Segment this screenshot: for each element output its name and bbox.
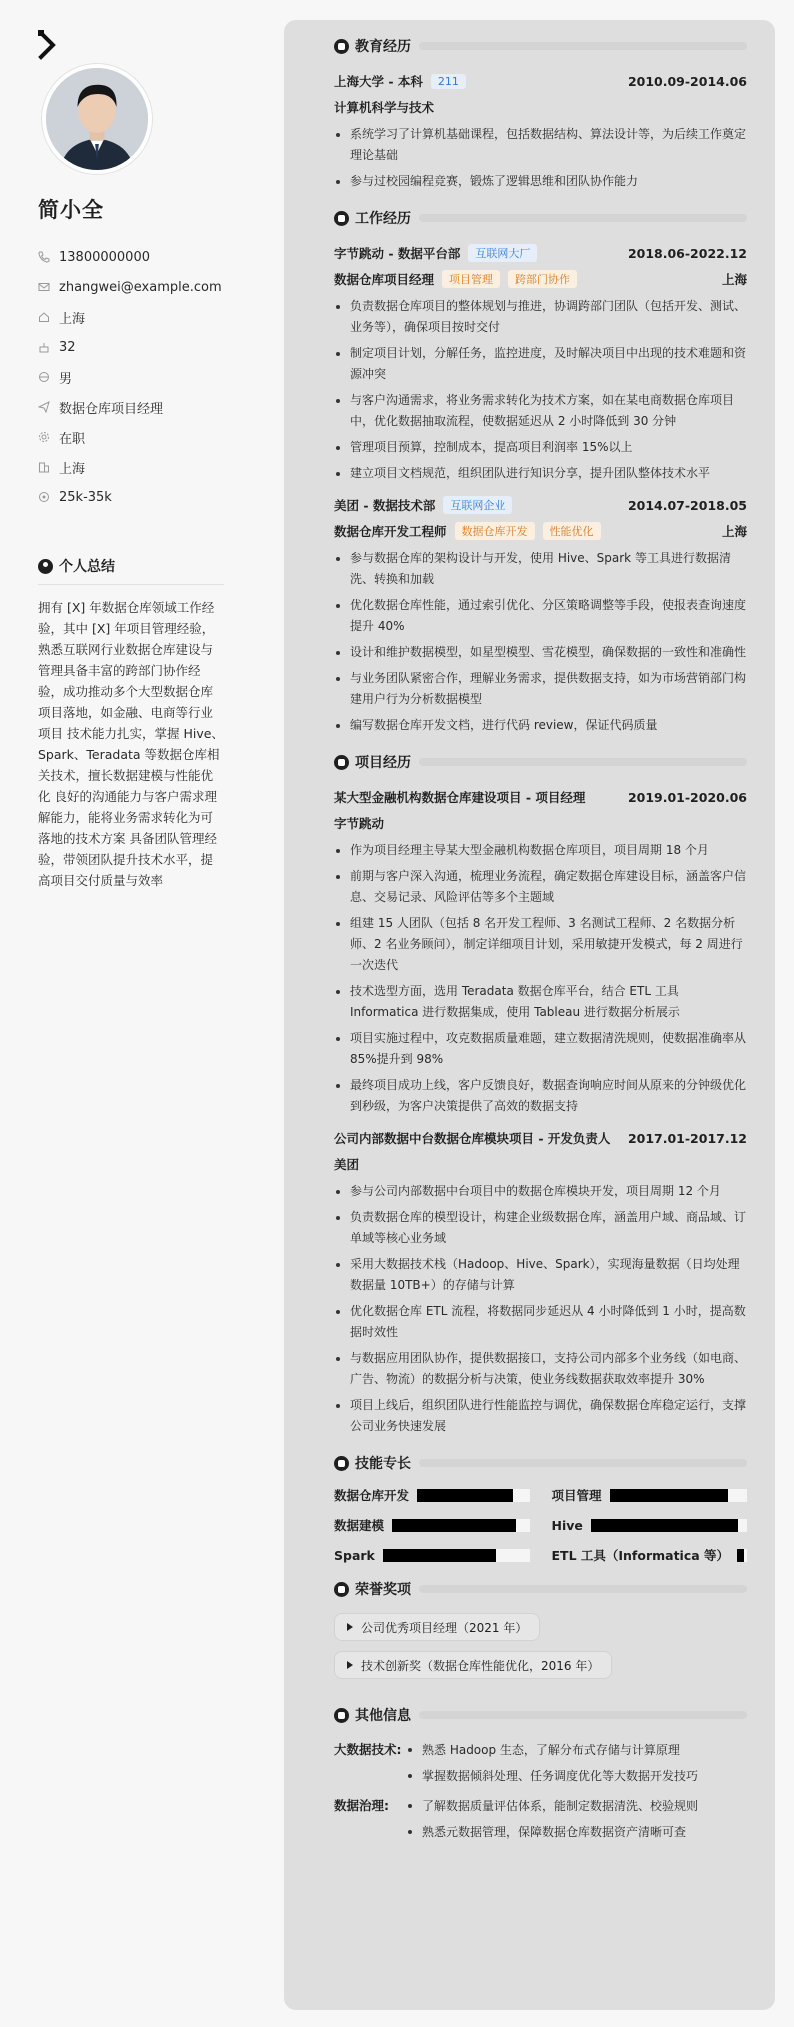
list-item: 作为项目经理主导某大型金融机构数据仓库项目，项目周期 18 个月 — [334, 840, 747, 861]
list-item: 优化数据仓库性能，通过索引优化、分区策略调整等手段，使报表查询速度提升 40% — [334, 595, 747, 637]
project-date: 2019.01-2020.06 — [627, 789, 747, 805]
education-date: 2010.09-2014.06 — [627, 73, 747, 89]
job-city: 上海 — [721, 272, 747, 287]
list-item: 负责数据仓库的模型设计，构建企业级数据仓库，涵盖用户域、商品域、订单域等核心业务域 — [334, 1207, 747, 1249]
skill-item — [334, 1517, 530, 1533]
award-list — [334, 1613, 747, 1689]
other-group-label: 数据治理: — [334, 1798, 389, 1813]
list-item: 了解数据质量评估体系，能制定数据清洗、校验规则 — [406, 1795, 698, 1817]
project-top — [334, 786, 747, 808]
skill-label: 数据仓库开发 — [334, 1488, 410, 1503]
list-item: 最终项目成功上线，客户反馈良好，数据查询响应时间从原来的分钟级优化到秒级，为客户决策提供了高效的数据支持 — [334, 1075, 747, 1117]
list-item: 管理项目预算，控制成本，提高项目利润率 15%以上 — [334, 437, 747, 458]
list-item: 建立项目文档规范，组织团队进行知识分享，提升团队整体技术水平 — [334, 463, 747, 484]
awards-header — [334, 1579, 747, 1599]
skill-item — [334, 1547, 530, 1563]
skill-bar — [610, 1489, 747, 1502]
skill-label: 数据建模 — [334, 1518, 385, 1533]
other-group-label: 大数据技术: — [334, 1742, 402, 1757]
job-company: 字节跳动 - 数据平台部 — [334, 246, 461, 261]
award-item[interactable] — [334, 1613, 540, 1641]
list-item: 组建 15 人团队（包括 8 名开发工程师、3 名测试工程师、2 名数据分析师、2 名业务顾问），制定详细项目计划，采用敏捷开发模式，每 2 周进行一次迭代 — [334, 913, 747, 976]
info-status — [38, 422, 242, 452]
skills-grid — [334, 1487, 747, 1563]
school-name: 上海大学 - 本科 — [334, 74, 423, 89]
skill-label: Hive — [551, 1517, 583, 1533]
projects-section — [334, 752, 747, 1437]
skill-bar — [417, 1489, 529, 1502]
award-row — [334, 1613, 747, 1651]
projects-title: 项目经历 — [355, 755, 411, 771]
project-company-row — [334, 1151, 747, 1177]
list-item: 采用大数据技术栈（Hadoop、Hive、Spark），实现海量数据（日均处理数据量 10TB+）的存储与计算 — [334, 1254, 747, 1296]
phone-text: 13800000000 — [59, 249, 150, 265]
work-section — [334, 208, 747, 736]
other-group — [334, 1795, 747, 1847]
header-divider — [419, 758, 747, 766]
building-icon — [38, 461, 50, 473]
job-role: 数据仓库开发工程师 — [334, 524, 447, 539]
skill-item — [552, 1487, 748, 1503]
play-triangle-icon — [347, 1661, 353, 1669]
project-entry — [334, 786, 747, 1117]
list-item: 项目实施过程中，攻克数据质量难题，建立数据清洗规则，使数据准确率从 85%提升到 98% — [334, 1028, 747, 1070]
work-title: 工作经历 — [355, 211, 411, 227]
info-salary — [38, 482, 242, 512]
skill-bar-fill — [610, 1489, 728, 1502]
job-role-wrap — [334, 270, 577, 288]
skill-label: 项目管理 — [551, 1488, 602, 1503]
skill-label: ETL 工具（Informatica 等） — [551, 1548, 730, 1563]
mail-icon — [38, 281, 50, 293]
job-role-row — [334, 266, 747, 292]
email-text: zhangwei@example.com — [59, 279, 222, 295]
other-title: 其他信息 — [355, 1708, 411, 1724]
skill-bar — [737, 1549, 747, 1562]
skills-header — [334, 1453, 747, 1473]
salary-text: 25k-35k — [59, 489, 112, 505]
location-text: 上海 — [59, 311, 86, 327]
skill-item — [552, 1517, 748, 1533]
project-company: 字节跳动 — [334, 816, 385, 831]
education-major: 计算机科学与技术 — [334, 100, 435, 115]
info-location — [38, 302, 242, 332]
list-item: 系统学习了计算机基础课程，包括数据结构、算法设计等，为后续工作奠定理论基础 — [334, 124, 747, 166]
header-divider — [419, 214, 747, 222]
sidebar — [0, 0, 280, 2027]
send-icon — [38, 401, 50, 413]
header-divider — [419, 1459, 747, 1467]
skill-bar — [392, 1519, 529, 1532]
summary-header — [38, 556, 224, 585]
project-company: 美团 — [334, 1157, 360, 1172]
role-tag: 跨部门协作 — [508, 270, 577, 288]
skill-bar — [383, 1549, 530, 1562]
other-group-list — [406, 1795, 698, 1847]
logo-chevron-icon — [38, 30, 60, 60]
info-city — [38, 452, 242, 482]
awards-title: 荣誉奖项 — [355, 1582, 411, 1598]
play-triangle-icon — [347, 1623, 353, 1631]
award-item[interactable] — [334, 1651, 612, 1679]
list-item: 编写数据仓库开发文档，进行代码 review，保证代码质量 — [334, 715, 747, 736]
role-tag: 项目管理 — [442, 270, 500, 288]
summary-title: 个人总结 — [59, 559, 115, 575]
job-entry — [334, 242, 747, 484]
role-tag: 数据仓库开发 — [455, 522, 535, 540]
list-item: 参与公司内部数据中台项目中的数据仓库模块开发，项目周期 12 个月 — [334, 1181, 747, 1202]
gender-icon — [38, 371, 50, 383]
info-position — [38, 392, 242, 422]
project-entry — [334, 1127, 747, 1437]
phone-icon — [38, 251, 50, 263]
projects-header — [334, 752, 747, 772]
briefcase-icon — [334, 211, 349, 226]
coin-icon — [38, 491, 50, 503]
award-label: 公司优秀项目经理（2021 年） — [361, 1620, 528, 1635]
medal-icon — [334, 1582, 349, 1597]
list-item: 设计和维护数据模型，如星型模型、雪花模型，确保数据的一致性和准确性 — [334, 642, 747, 663]
list-item: 优化数据仓库 ETL 流程，将数据同步延迟从 4 小时降低到 1 小时，提高数据时效性 — [334, 1301, 747, 1343]
job-role: 数据仓库项目经理 — [334, 272, 435, 287]
avatar — [42, 64, 152, 174]
education-major-row — [334, 94, 747, 120]
work-header — [334, 208, 747, 228]
education-entry — [334, 70, 747, 192]
job-bullets — [334, 296, 747, 484]
gender-text: 男 — [59, 371, 73, 387]
job-company-tag: 互联网企业 — [443, 496, 512, 514]
list-item: 与客户沟通需求，将业务需求转化为技术方案，如在某电商数据仓库项目中，优化数据抽取流程，使数据延迟从 2 小时降低到 30 分钟 — [334, 390, 747, 432]
project-name: 公司内部数据中台数据仓库模块项目 - 开发负责人 — [334, 1131, 611, 1146]
award-row — [334, 1651, 747, 1689]
user-icon — [38, 559, 53, 574]
job-top — [334, 242, 747, 264]
project-company-row — [334, 810, 747, 836]
gear-icon — [38, 431, 50, 443]
job-company-wrap — [334, 244, 537, 262]
other-section — [334, 1705, 747, 1847]
job-city: 上海 — [721, 524, 747, 539]
education-header — [334, 36, 747, 56]
list-item: 技术选型方面，选用 Teradata 数据仓库平台，结合 ETL 工具 Informatica 进行数据集成，使用 Tableau 进行数据分析展示 — [334, 981, 747, 1023]
education-school-wrap — [334, 72, 466, 90]
info-age — [38, 332, 242, 362]
job-date: 2018.06-2022.12 — [627, 245, 747, 261]
other-group — [334, 1739, 747, 1791]
main-panel — [284, 20, 775, 2010]
skills-title: 技能专长 — [355, 1456, 411, 1472]
header-divider — [419, 1711, 747, 1719]
education-top — [334, 70, 747, 92]
skill-bar-fill — [392, 1519, 516, 1532]
city-text: 上海 — [59, 461, 86, 477]
skill-item — [552, 1547, 748, 1563]
skills-section — [334, 1453, 747, 1563]
header-divider — [419, 42, 747, 50]
info-gender — [38, 362, 242, 392]
position-text: 数据仓库项目经理 — [59, 401, 164, 417]
bar-chart-icon — [334, 1456, 349, 1471]
project-bullets — [334, 1181, 747, 1437]
list-item: 项目上线后，组织团队进行性能监控与调优，确保数据仓库稳定运行，支撑公司业务快速发展 — [334, 1395, 747, 1437]
list-item: 负责数据仓库项目的整体规划与推进，协调跨部门团队（包括开发、测试、业务等），确保项目按时交付 — [334, 296, 747, 338]
list-item: 与业务团队紧密合作，理解业务需求，提供数据支持，如为市场营销部门构建用户行为分析数据模型 — [334, 668, 747, 710]
info-icon — [334, 1708, 349, 1723]
grid-icon — [334, 755, 349, 770]
list-item: 制定项目计划，分解任务，监控进度，及时解决项目中出现的技术难题和资源冲突 — [334, 343, 747, 385]
skill-bar-fill — [383, 1549, 496, 1562]
awards-section — [334, 1579, 747, 1689]
list-item: 前期与客户深入沟通，梳理业务流程，确定数据仓库建设目标，涵盖客户信息、交易记录、风险评估等多个主题域 — [334, 866, 747, 908]
skill-bar-fill — [417, 1489, 513, 1502]
candidate-name: 简小全 — [38, 198, 104, 222]
award-label: 技术创新奖（数据仓库性能优化，2016 年） — [361, 1658, 600, 1673]
other-group-list — [406, 1739, 698, 1791]
project-top — [334, 1127, 747, 1149]
skill-bar-fill — [737, 1549, 744, 1562]
job-date: 2014.07-2018.05 — [627, 497, 747, 513]
project-name: 某大型金融机构数据仓库建设项目 - 项目经理 — [334, 790, 586, 805]
education-title: 教育经历 — [355, 39, 411, 55]
skill-bar-fill — [591, 1519, 738, 1532]
skill-item — [334, 1487, 530, 1503]
home-icon — [38, 311, 50, 323]
graduation-cap-icon — [334, 39, 349, 54]
job-bullets — [334, 548, 747, 736]
job-company: 美团 - 数据技术部 — [334, 498, 436, 513]
info-email — [38, 272, 242, 302]
header-divider — [419, 1585, 747, 1593]
info-phone — [38, 242, 242, 272]
cake-icon — [38, 341, 50, 353]
job-role-row — [334, 518, 747, 544]
role-tag: 性能优化 — [543, 522, 601, 540]
list-item: 与数据应用团队协作，提供数据接口，支持公司内部多个业务线（如电商、广告、物流）的数据分析与决策，使业务线数据获取效率提升 30% — [334, 1348, 747, 1390]
summary-text: 拥有 [X] 年数据仓库领域工作经验，其中 [X] 年项目管理经验，熟悉互联网行业数据仓库建设与管理具备丰富的跨部门协作经验，成功推动多个大型数据仓库项目落地，如金融、电商等行业项目 技术能力扎实，掌握 Hive、Spark、Teradata 等数据仓库相关技术，擅长数据建模与性能优化 良好的沟通能力与客户需求理解能力，能将业务需求转化为可落地的技术方案 具备团队管理经验，带领团队提升技术水平，提高项目交付质量与效率 — [38, 600, 224, 888]
education-bullets — [334, 124, 747, 192]
job-company-tag: 互联网大厂 — [468, 244, 537, 262]
skill-label: Spark — [334, 1547, 375, 1563]
other-header — [334, 1705, 747, 1725]
school-tag: 211 — [431, 74, 466, 89]
job-role-wrap — [334, 522, 601, 540]
project-bullets — [334, 840, 747, 1117]
job-company-wrap — [334, 496, 512, 514]
list-item: 掌握数据倾斜处理、任务调度优化等大数据开发技巧 — [406, 1765, 698, 1787]
list-item: 参与过校园编程竞赛，锻炼了逻辑思维和团队协作能力 — [334, 171, 747, 192]
project-date: 2017.01-2017.12 — [627, 1130, 747, 1146]
age-text: 32 — [59, 339, 76, 355]
list-item: 熟悉元数据管理，保障数据仓库数据资产清晰可查 — [406, 1821, 698, 1843]
status-text: 在职 — [59, 431, 86, 447]
job-top — [334, 494, 747, 516]
education-section — [334, 36, 747, 192]
job-entry — [334, 494, 747, 736]
list-item: 参与数据仓库的架构设计与开发，使用 Hive、Spark 等工具进行数据清洗、转换和加载 — [334, 548, 747, 590]
skill-bar — [591, 1519, 747, 1532]
list-item: 熟悉 Hadoop 生态，了解分布式存储与计算原理 — [406, 1739, 698, 1761]
